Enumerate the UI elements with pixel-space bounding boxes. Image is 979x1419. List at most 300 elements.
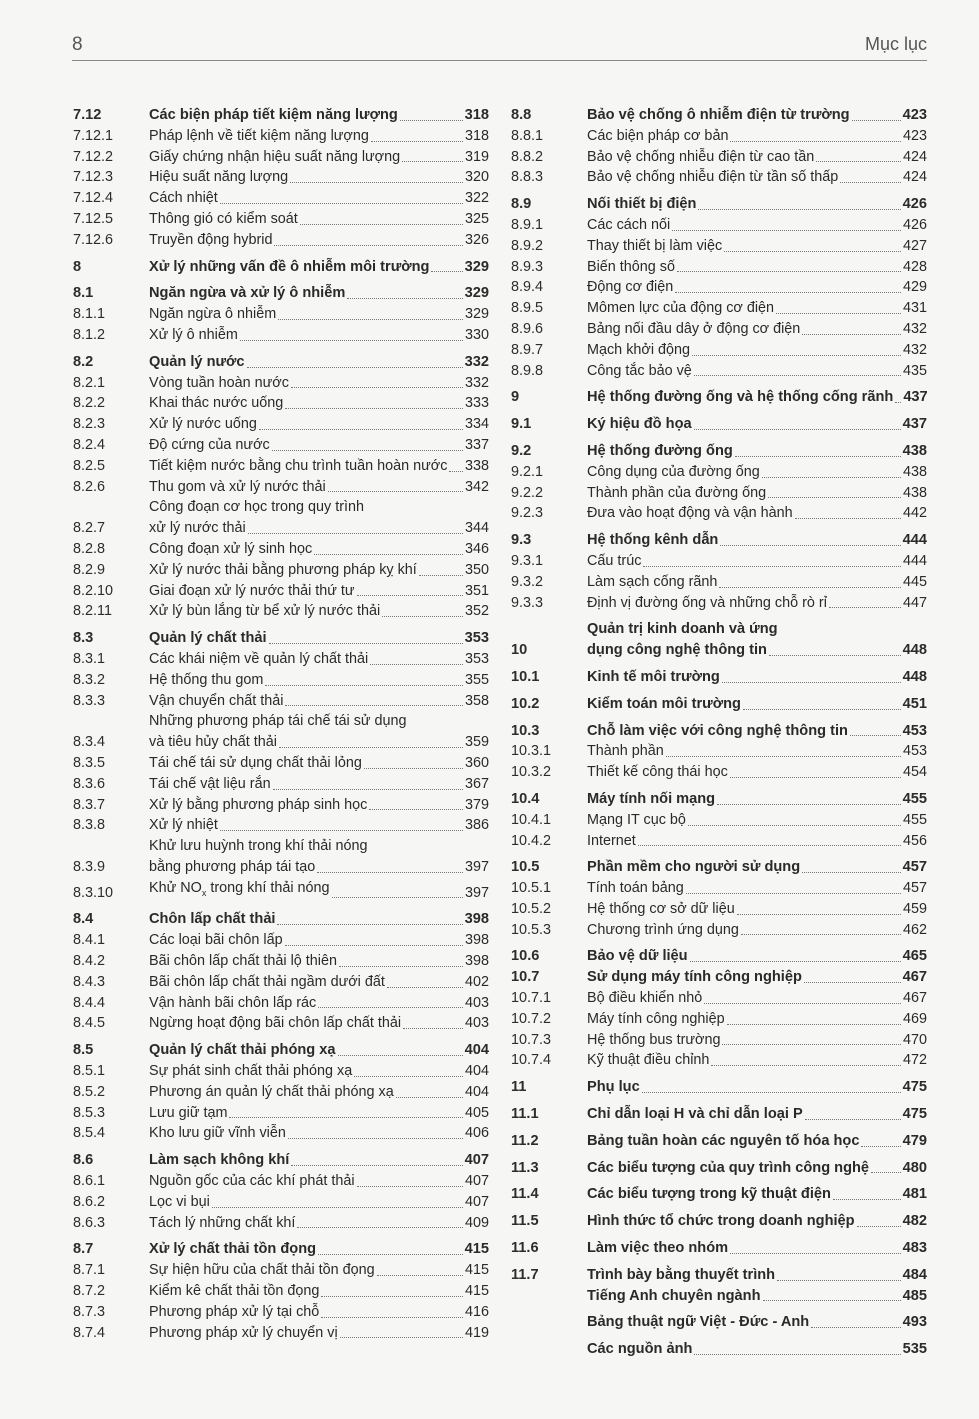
toc-entry[interactable] — [73, 774, 489, 795]
toc-title: Công đoạn xử lý sinh học — [149, 540, 313, 557]
toc-page-number: 333 — [464, 395, 489, 412]
toc-page-number: 462 — [902, 921, 927, 938]
toc-entry-body — [149, 753, 489, 774]
toc-title: Hiệu suất năng lượng — [149, 169, 289, 186]
toc-entry[interactable] — [73, 1213, 489, 1234]
toc-entry[interactable] — [73, 105, 489, 126]
toc-entry[interactable] — [73, 497, 489, 539]
toc-section-number: 11.7 — [511, 1266, 539, 1283]
toc-entry-body — [149, 774, 489, 795]
dot-leader — [871, 1172, 901, 1173]
toc-page-number: 481 — [902, 1186, 927, 1203]
toc-entry[interactable] — [73, 1061, 489, 1082]
toc-title-line — [587, 789, 927, 810]
toc-title: Phương án quản lý chất thải phóng xạ — [149, 1083, 394, 1100]
toc-entry[interactable] — [73, 878, 489, 904]
toc-entry[interactable] — [511, 1238, 927, 1259]
toc-page-number: 329 — [464, 285, 489, 302]
toc-section-number: 8.6 — [73, 1152, 94, 1169]
toc-page-number: 329 — [464, 258, 489, 275]
toc-entry-body — [149, 878, 489, 904]
toc-page-number: 398 — [464, 952, 489, 969]
toc-entry[interactable] — [511, 1104, 927, 1125]
toc-page-number: 438 — [902, 463, 927, 480]
toc-entry-body — [587, 593, 927, 614]
toc-page-number: 453 — [902, 743, 927, 760]
dot-leader — [805, 1119, 901, 1120]
toc-page-number: 404 — [464, 1042, 489, 1059]
toc-title: Xử lý nước uống — [149, 416, 257, 433]
toc-title: Hệ thống cơ sở dữ liệu — [587, 900, 735, 917]
toc-entry[interactable] — [511, 946, 927, 967]
dot-leader — [371, 141, 463, 142]
toc-entry[interactable] — [511, 878, 927, 899]
toc-entry[interactable] — [73, 373, 489, 394]
toc-page-number: 407 — [464, 1193, 489, 1210]
toc-entry[interactable] — [73, 601, 489, 622]
toc-entry-body — [149, 601, 489, 622]
toc-page-number: 344 — [464, 520, 489, 537]
toc-entry[interactable] — [511, 257, 927, 278]
toc-section-number: 8.3.2 — [73, 671, 106, 688]
toc-page-number: 325 — [464, 210, 489, 227]
dot-leader — [722, 682, 901, 683]
toc-section-number: 7.12.2 — [73, 148, 114, 165]
toc-title-line — [587, 340, 927, 361]
toc-page-number: 403 — [464, 994, 489, 1011]
toc-title: Công tắc bảo vệ — [587, 362, 692, 379]
toc-page-number: 406 — [464, 1125, 489, 1142]
toc-section-number: 8.7.3 — [73, 1303, 106, 1320]
running-header-title: Mục lục — [864, 34, 927, 54]
toc-entry[interactable] — [73, 691, 489, 712]
toc-section-number: 11.4 — [511, 1186, 539, 1203]
toc-title: Quản lý chất thải phóng xạ — [149, 1042, 336, 1059]
toc-section-number: 8.5.4 — [73, 1125, 106, 1142]
toc-title: Thông gió có kiểm soát — [149, 210, 298, 227]
toc-title: xử lý nước thải — [149, 520, 246, 537]
toc-entry[interactable] — [73, 435, 489, 456]
toc-title-line — [587, 387, 927, 408]
toc-entry[interactable] — [511, 899, 927, 920]
toc-page-number: 342 — [464, 478, 489, 495]
toc-section-number: 11.6 — [511, 1240, 539, 1257]
toc-section-number: 8.3.9 — [73, 858, 106, 875]
toc-title: Khai thác nước uống — [149, 395, 284, 412]
toc-page-number: 350 — [464, 561, 489, 578]
toc-entry[interactable] — [511, 920, 927, 941]
dot-leader — [763, 1300, 901, 1301]
toc-title: Công đoạn cơ học trong quy trình — [149, 499, 365, 516]
toc-entry[interactable] — [511, 319, 927, 340]
toc-entry[interactable] — [73, 188, 489, 209]
toc-entry-body — [149, 1323, 489, 1344]
toc-entry[interactable] — [511, 593, 927, 614]
toc-entry[interactable] — [511, 1158, 927, 1179]
toc-title-line — [587, 319, 927, 340]
toc-title-line — [149, 1040, 489, 1061]
toc-entry[interactable] — [73, 1302, 489, 1323]
dot-leader — [318, 1254, 463, 1255]
toc-entry[interactable] — [511, 857, 927, 878]
toc-title: Mạch khởi động — [587, 341, 691, 358]
toc-entry[interactable] — [73, 1171, 489, 1192]
toc-entry[interactable] — [511, 1131, 927, 1152]
toc-page-number: 482 — [902, 1213, 927, 1230]
toc-entry[interactable] — [511, 462, 927, 483]
toc-title: Tái chế tái sử dụng chất thải lỏng — [149, 754, 362, 771]
toc-title-line — [149, 1013, 489, 1034]
toc-entry-body — [587, 1009, 927, 1030]
toc-entry[interactable] — [73, 1323, 489, 1344]
dot-leader — [730, 141, 901, 142]
toc-entry[interactable] — [73, 909, 489, 930]
toc-entry[interactable] — [73, 325, 489, 346]
toc-entry-body — [149, 1302, 489, 1323]
toc-entry-body — [587, 1050, 927, 1071]
toc-entry[interactable] — [73, 414, 489, 435]
toc-title: Truyền động hybrid — [149, 231, 273, 248]
toc-section-number: 8.9.6 — [511, 320, 544, 337]
toc-title: Các nguồn ảnh — [587, 1341, 693, 1358]
toc-entry[interactable] — [73, 257, 489, 278]
toc-title: Quản trị kinh doanh và ứng — [587, 621, 778, 638]
toc-section-number: 8.8 — [511, 107, 532, 123]
toc-entry[interactable] — [511, 831, 927, 852]
toc-entry-body — [149, 691, 489, 712]
toc-title-line — [149, 1123, 489, 1144]
toc-title-line — [587, 1286, 927, 1307]
dot-leader — [357, 595, 463, 596]
dot-leader — [382, 616, 463, 617]
toc-entry[interactable] — [511, 483, 927, 504]
toc-entry[interactable] — [511, 105, 927, 126]
toc-entry[interactable] — [73, 283, 489, 304]
toc-entry[interactable] — [73, 126, 489, 147]
toc-entry[interactable] — [73, 815, 489, 836]
toc-title-line — [149, 1281, 489, 1302]
toc-section-number: 8.2.9 — [73, 561, 106, 578]
toc-section-number: 7.12 — [73, 107, 102, 123]
toc-section-number: 8.3.1 — [73, 650, 106, 667]
toc-page-number: 353 — [464, 630, 489, 647]
toc-entry[interactable] — [73, 753, 489, 774]
toc-entry-body — [587, 1339, 927, 1360]
toc-title-line — [587, 1009, 927, 1030]
dot-leader — [273, 789, 463, 790]
toc-entry[interactable] — [511, 530, 927, 551]
toc-title: Ký hiệu đồ họa — [587, 416, 692, 433]
toc-entry-body — [587, 878, 927, 899]
toc-entry[interactable] — [73, 560, 489, 581]
toc-page-number: 358 — [464, 692, 489, 709]
toc-entry[interactable] — [73, 539, 489, 560]
toc-section-number: 10.2 — [511, 695, 540, 712]
toc-entry-body — [587, 1104, 927, 1125]
toc-page-number: 467 — [902, 990, 927, 1007]
toc-title: Xử lý nhiệt — [149, 817, 218, 834]
toc-section-number: 8.2.6 — [73, 478, 106, 495]
toc-title-line — [587, 831, 927, 852]
toc-entry-body — [149, 711, 489, 753]
toc-entry[interactable] — [511, 1030, 927, 1051]
toc-entry-body — [587, 340, 927, 361]
toc-entry[interactable] — [511, 126, 927, 147]
toc-page-number: 469 — [902, 1010, 927, 1027]
dot-leader — [833, 1199, 901, 1200]
toc-entry[interactable] — [511, 572, 927, 593]
toc-page-number: 423 — [902, 107, 927, 123]
toc-entry[interactable] — [73, 993, 489, 1014]
toc-entry[interactable] — [73, 1040, 489, 1061]
toc-title: Các biện pháp cơ bản — [587, 127, 729, 144]
toc-title-line — [149, 167, 489, 188]
toc-entry[interactable] — [73, 1150, 489, 1171]
toc-title: Kiểm toán môi trường — [587, 695, 741, 712]
toc-title-line — [587, 967, 927, 988]
toc-entry[interactable] — [511, 741, 927, 762]
toc-section-number: 10.5.1 — [511, 880, 552, 897]
toc-section-number: 8.3.10 — [73, 884, 114, 901]
toc-entry[interactable] — [511, 988, 927, 1009]
toc-entry-body — [149, 539, 489, 560]
dot-leader — [339, 966, 463, 967]
toc-title-line — [149, 815, 489, 836]
toc-page-number: 455 — [902, 790, 927, 807]
toc-title-line — [149, 1302, 489, 1323]
toc-title-line — [149, 1082, 489, 1103]
dot-leader — [861, 1146, 900, 1147]
toc-entry[interactable] — [73, 167, 489, 188]
toc-entry[interactable] — [73, 1260, 489, 1281]
toc-section-number: 10.7.3 — [511, 1031, 552, 1048]
toc-page-number: 432 — [902, 341, 927, 358]
toc-title-line — [149, 1260, 489, 1281]
toc-page-number: 475 — [902, 1079, 927, 1096]
toc-entry[interactable] — [511, 667, 927, 688]
toc-title-line — [149, 497, 489, 518]
toc-entry-body — [587, 503, 927, 524]
dot-leader — [777, 1280, 901, 1281]
toc-title: Xử lý chất thải tồn đọng — [149, 1241, 317, 1258]
toc-entry-body — [587, 920, 927, 941]
toc-entry[interactable] — [511, 298, 927, 319]
toc-title-line — [149, 373, 489, 394]
dot-leader — [741, 934, 901, 935]
toc-entry-body — [587, 361, 927, 382]
dot-leader — [402, 161, 463, 162]
toc-entry-body — [149, 257, 489, 278]
toc-entry-body — [587, 483, 927, 504]
toc-title-line — [149, 352, 489, 373]
toc-entry[interactable] — [73, 1239, 489, 1260]
toc-entry[interactable] — [511, 441, 927, 462]
toc-section-number: 10.3.2 — [511, 764, 552, 781]
toc-entry[interactable] — [511, 1184, 927, 1205]
toc-entry[interactable] — [73, 711, 489, 753]
toc-entry-body — [149, 167, 489, 188]
toc-entry[interactable] — [511, 1050, 927, 1071]
toc-section-number: 10.7.4 — [511, 1052, 552, 1069]
toc-entry[interactable] — [73, 951, 489, 972]
dot-leader — [811, 1327, 900, 1328]
toc-entry-body — [587, 319, 927, 340]
toc-entry-body — [587, 946, 927, 967]
toc-page-number: 353 — [464, 650, 489, 667]
toc-page-number: 419 — [464, 1324, 489, 1341]
toc-title-line — [587, 361, 927, 382]
toc-entry[interactable] — [511, 1339, 927, 1360]
toc-title-line — [587, 215, 927, 236]
toc-entry-body — [587, 105, 927, 126]
toc-entry[interactable] — [73, 352, 489, 373]
toc-title-line — [587, 857, 927, 878]
toc-entry-body — [149, 456, 489, 477]
toc-entry[interactable] — [511, 619, 927, 661]
dot-leader — [704, 1003, 901, 1004]
toc-title-line — [149, 1192, 489, 1213]
toc-title: Ngăn ngừa và xử lý ô nhiễm — [149, 285, 346, 302]
toc-entry-body — [149, 795, 489, 816]
toc-entry[interactable] — [511, 1211, 927, 1232]
toc-entry[interactable] — [73, 972, 489, 993]
dot-leader — [840, 182, 901, 183]
toc-entry[interactable] — [73, 1192, 489, 1213]
toc-page-number: 332 — [464, 353, 489, 370]
toc-entry[interactable] — [511, 340, 927, 361]
toc-entry[interactable] — [73, 209, 489, 230]
toc-title: Sự phát sinh chất thải phóng xạ — [149, 1062, 353, 1079]
toc-entry-body — [149, 477, 489, 498]
toc-entry-body — [149, 670, 489, 691]
toc-entry[interactable] — [511, 147, 927, 168]
toc-entry[interactable] — [73, 456, 489, 477]
toc-entry[interactable] — [73, 1013, 489, 1034]
toc-page-number: 454 — [902, 764, 927, 781]
toc-entry[interactable] — [511, 721, 927, 742]
toc-entry[interactable] — [511, 414, 927, 435]
toc-entry[interactable] — [511, 810, 927, 831]
toc-title: Khử $NO_x$ trong khí thải nóng — [149, 879, 330, 898]
toc-entry[interactable] — [73, 670, 489, 691]
dot-leader — [776, 313, 901, 314]
toc-entry[interactable] — [511, 967, 927, 988]
toc-title-line — [149, 1103, 489, 1124]
toc-entry-body — [587, 1077, 927, 1098]
toc-page-number: 415 — [464, 1282, 489, 1299]
toc-section-number: 8.2 — [73, 353, 94, 370]
toc-entry[interactable] — [511, 694, 927, 715]
toc-page-number: 457 — [902, 859, 927, 876]
toc-entry-body — [149, 209, 489, 230]
toc-entry[interactable] — [73, 147, 489, 168]
toc-entry[interactable] — [73, 581, 489, 602]
toc-title-line — [149, 993, 489, 1014]
toc-entry[interactable] — [511, 387, 927, 408]
toc-entry[interactable] — [73, 1082, 489, 1103]
dot-leader — [743, 709, 901, 710]
toc-entry[interactable] — [511, 194, 927, 215]
toc-entry[interactable] — [511, 1286, 927, 1307]
toc-entry[interactable] — [511, 789, 927, 810]
toc-page-number: 409 — [464, 1214, 489, 1231]
dot-leader — [285, 945, 463, 946]
toc-entry[interactable] — [511, 277, 927, 298]
dot-leader — [265, 685, 463, 686]
toc-title-line — [149, 857, 489, 878]
toc-entry[interactable] — [511, 762, 927, 783]
toc-entry[interactable] — [73, 930, 489, 951]
toc-entry[interactable] — [73, 795, 489, 816]
toc-section-number: 8.9.5 — [511, 300, 544, 317]
toc-entry[interactable] — [73, 836, 489, 878]
toc-section-number: 10.7.1 — [511, 990, 552, 1007]
dot-leader — [795, 518, 901, 519]
toc-entry[interactable] — [73, 477, 489, 498]
toc-entry[interactable] — [511, 1077, 927, 1098]
toc-entry[interactable] — [73, 649, 489, 670]
toc-page-number: 424 — [902, 148, 927, 165]
toc-page-number: 423 — [902, 127, 927, 144]
toc-title: Kỹ thuật điều chỉnh — [587, 1052, 710, 1069]
toc-title-line — [587, 741, 927, 762]
toc-section-number: 8.7 — [73, 1241, 94, 1258]
toc-entry[interactable] — [511, 236, 927, 257]
toc-entry[interactable] — [73, 628, 489, 649]
toc-title-line — [149, 147, 489, 168]
toc-entry-body — [587, 194, 927, 215]
toc-entry[interactable] — [511, 1265, 927, 1286]
toc-entry[interactable] — [73, 1103, 489, 1124]
toc-entry[interactable] — [511, 1312, 927, 1333]
toc-entry[interactable] — [73, 230, 489, 251]
toc-section-number: 8.5 — [73, 1042, 94, 1059]
toc-section-number: 8.3.6 — [73, 775, 106, 792]
toc-entry[interactable] — [73, 1281, 489, 1302]
toc-title-line — [149, 581, 489, 602]
toc-page-number: 338 — [464, 457, 489, 474]
toc-entry[interactable] — [511, 503, 927, 524]
toc-entry[interactable] — [73, 393, 489, 414]
toc-entry[interactable] — [511, 167, 927, 188]
toc-entry[interactable] — [511, 1009, 927, 1030]
toc-entry-body — [587, 551, 927, 572]
toc-title-line — [149, 774, 489, 795]
toc-entry[interactable] — [73, 304, 489, 325]
toc-entry[interactable] — [511, 215, 927, 236]
dot-leader — [730, 777, 901, 778]
toc-section-number: 10.4.2 — [511, 832, 552, 849]
toc-page-number: 326 — [464, 231, 489, 248]
toc-entry[interactable] — [73, 1123, 489, 1144]
toc-title-line — [149, 1213, 489, 1234]
toc-section-number: 8.6.2 — [73, 1193, 106, 1210]
toc-entry-body — [587, 167, 927, 188]
toc-entry-body — [587, 215, 927, 236]
dot-leader — [672, 230, 901, 231]
toc-title: Công dụng của đường ống — [587, 463, 760, 480]
toc-title: Hình thức tổ chức trong doanh nghiệp — [587, 1213, 855, 1230]
toc-section-number: 10.7 — [511, 969, 540, 986]
toc-entry[interactable] — [511, 361, 927, 382]
toc-title: Phương pháp xử lý chuyển vị — [149, 1324, 338, 1341]
toc-page-number: 432 — [902, 320, 927, 337]
dot-leader — [724, 251, 901, 252]
toc-page-number: 442 — [902, 505, 927, 522]
toc-entry-body — [587, 257, 927, 278]
toc-entry[interactable] — [511, 551, 927, 572]
dot-leader — [240, 340, 463, 341]
